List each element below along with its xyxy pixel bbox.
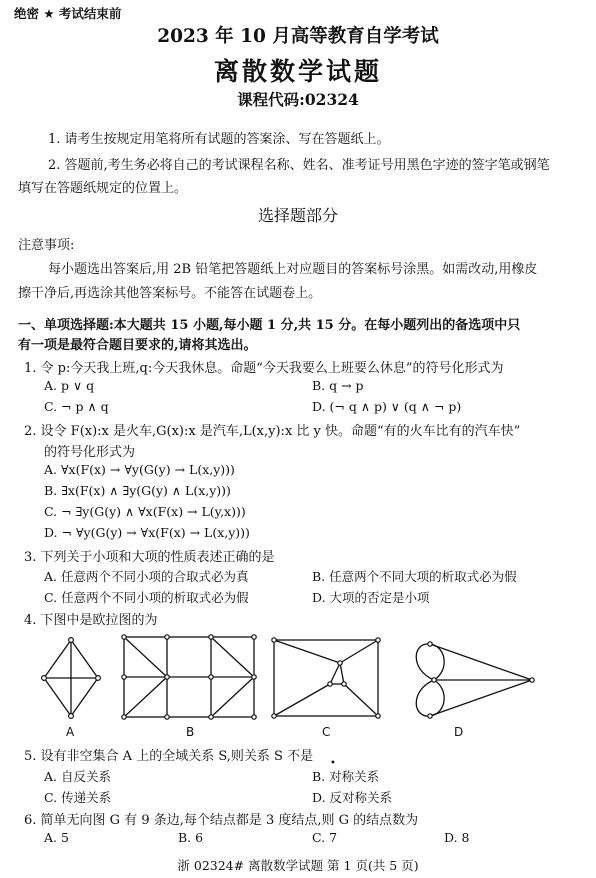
q6-option-a: A. 5 (44, 830, 69, 845)
exam-title: 2023 年 10 月高等教育自学考试 (157, 26, 439, 47)
confidentiality-mark: 绝密 ★ 考试结束前 (14, 6, 122, 21)
section-title: 选择题部分 (257, 206, 338, 225)
graph-c (270, 636, 382, 720)
part-one-heading-cont: 有一项是最符合题目要求的,请将其选出。 (18, 338, 257, 353)
page-footer: 浙 02324# 离散数学试题 第 1 页(共 5 页) (177, 858, 419, 873)
notes-heading: 注意事项: (18, 238, 75, 253)
emphasis-dot: • (330, 758, 336, 769)
graph-label-a: A (66, 725, 75, 739)
q3-option-b: B. 任意两个不同大项的析取式必为假 (312, 569, 517, 584)
q4-stem: 4. 下图中是欧拉图的为 (24, 613, 158, 628)
q6-option-d: D. 8 (444, 830, 470, 845)
notes-line-1: 每小题选出答案后,用 2B 铅笔把答题纸上对应题目的答案标号涂黑。如需改动,用橡皮 (48, 262, 538, 277)
q2-option-d: D. ¬ ∀y(G(y) → ∀x(F(x) → L(x,y))) (44, 525, 250, 540)
q1-option-b: B. q → p (312, 378, 364, 393)
instruction-1: 1. 请考生按规定用笔将所有试题的答案涂、写在答题纸上。 (48, 132, 390, 147)
q1-option-d: D. (¬ q ∧ p) ∨ (q ∧ ¬ p) (312, 399, 462, 414)
q5-option-c: C. 传递关系 (44, 790, 112, 805)
q5-stem: 5. 设有非空集合 A 上的全域关系 S,则关系 S 不是 (24, 749, 314, 764)
q5-option-d: D. 反对称关系 (312, 790, 393, 805)
q5-option-b: B. 对称关系 (312, 769, 380, 784)
q2-option-c: C. ¬ ∃y(G(y) ∧ ∀x(F(x) → L(y,x))) (44, 504, 246, 519)
part-one-heading: 一、单项选择题:本大题共 15 小题,每小题 1 分,共 15 分。在每小题列出的备选项中只 (18, 318, 521, 333)
graph-label-d: D (454, 725, 464, 739)
q3-stem: 3. 下列关于小项和大项的性质表述正确的是 (24, 550, 275, 565)
q2-stem: 2. 设令 F(x):x 是火车,G(x):x 是汽车,L(x,y):x 比 y 快。命题“有的火车比有的汽车快” (24, 424, 521, 439)
graph-a (36, 636, 106, 720)
q6-stem: 6. 简单无向图 G 有 9 条边,每个结点都是 3 度结点,则 G 的结点数为 (24, 813, 419, 828)
q6-option-c: C. 7 (312, 830, 338, 845)
graph-label-c: C (322, 725, 331, 739)
notes-line-2: 擦干净后,再选涂其他答案标号。不能答在试题卷上。 (18, 286, 322, 301)
graph-d (408, 640, 538, 722)
q2-stem-cont: 的符号化形式为 (44, 445, 136, 460)
q2-option-a: A. ∀x(F(x) → ∀y(G(y) → L(x,y))) (44, 462, 235, 477)
q5-option-a: A. 自反关系 (44, 769, 111, 784)
instruction-2: 2. 答题前,考生务必将自己的考试课程名称、姓名、准考证号用黑色字迹的签字笔或钢笔 (48, 158, 550, 173)
q6-option-b: B. 6 (178, 830, 204, 845)
q2-option-b: B. ∃x(F(x) ∧ ∃y(G(y) ∧ L(x,y))) (44, 483, 231, 498)
q1-option-a: A. p ∨ q (44, 378, 95, 393)
subject-title: 离散数学试题 (213, 57, 382, 86)
graph-b (120, 633, 260, 721)
q3-option-d: D. 大项的否定是小项 (312, 590, 430, 605)
q1-stem: 1. 令 p:今天我上班,q:今天我休息。命题“今天我要么上班要么休息”的符号化形式为 (24, 361, 504, 376)
q3-option-a: A. 任意两个不同小项的合取式必为真 (44, 569, 249, 584)
course-code: 课程代码:02324 (237, 90, 359, 109)
q1-option-c: C. ¬ p ∧ q (44, 399, 109, 414)
instruction-2-cont: 填写在答题纸规定的位置上。 (18, 181, 188, 196)
graph-label-b: B (186, 725, 195, 739)
q3-option-c: C. 任意两个不同小项的析取式必为假 (44, 590, 249, 605)
